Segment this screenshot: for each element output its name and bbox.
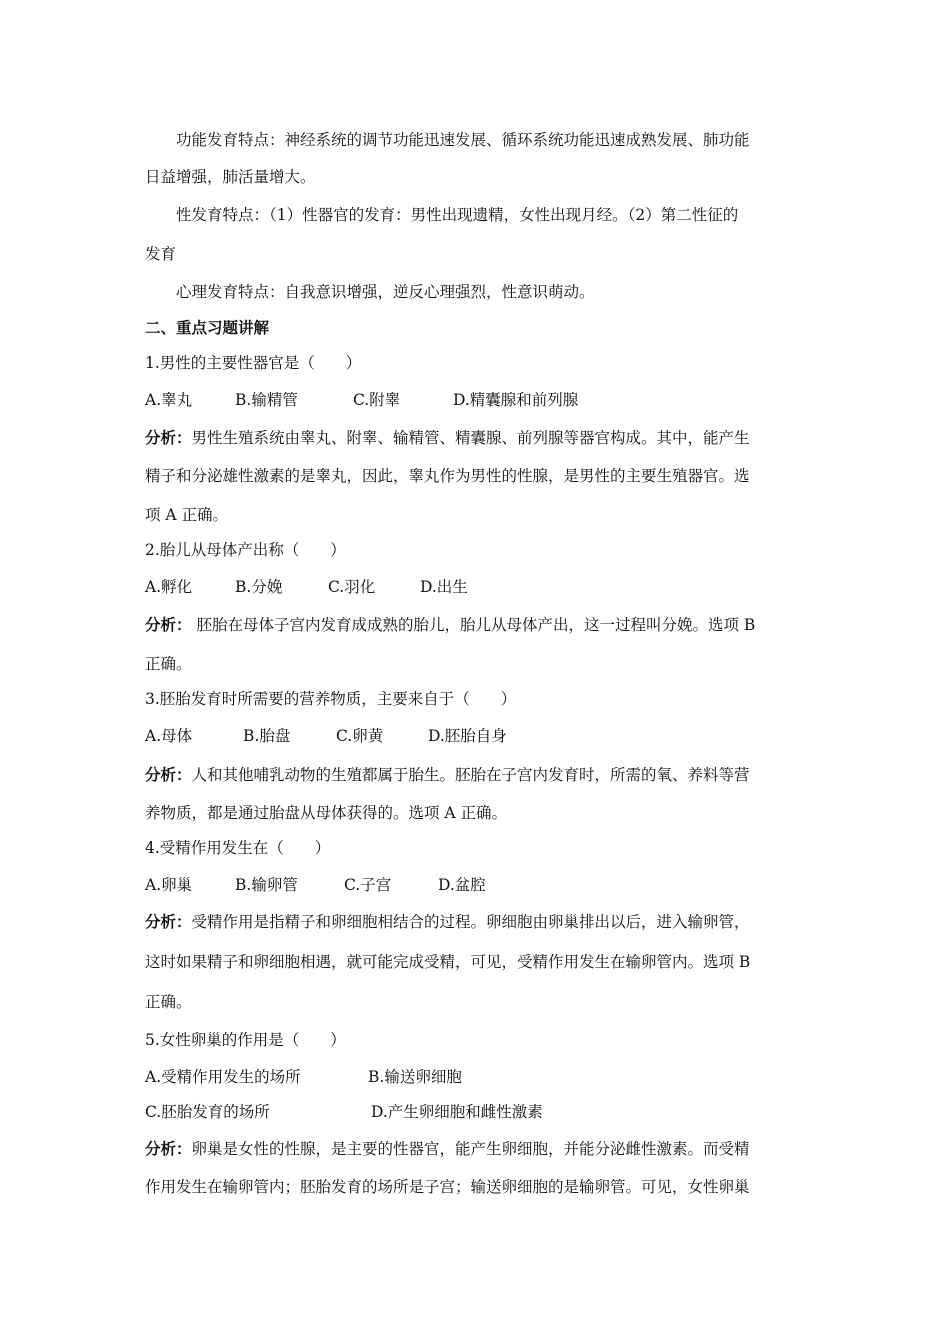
summary-functional-line-1: 功能发育特点：神经系统的调节功能迅速发展、循环系统功能迅速成熟发展、肺功能	[176, 131, 750, 149]
question-1-analysis-line-3: 项 A 正确。	[145, 506, 229, 524]
question-4-stem: 4.受精作用发生在（ ）	[145, 839, 331, 857]
question-3-option-c: C.卵黄	[336, 727, 384, 745]
question-1-option-b: B.输精管	[235, 391, 298, 409]
question-2-options	[145, 577, 468, 597]
question-3-options	[145, 726, 507, 746]
analysis-label: 分析：	[145, 429, 192, 447]
question-2-stem: 2.胎儿从母体产出称（ ）	[145, 541, 346, 559]
question-1-option-c: C.附睾	[353, 391, 401, 409]
question-4-option-b: B.输卵管	[235, 876, 298, 894]
question-4-analysis-line-1: 分析：受精作用是指精子和卵细胞相结合的过程。卵细胞由卵巢排出以后，进入输卵管，	[145, 913, 750, 931]
summary-sexual-line-2: 发育	[145, 245, 177, 263]
question-5-analysis-line-2: 作用发生在输卵管内；胚胎发育的场所是子宫；输送卵细胞的是输卵管。可见，女性卵巢	[145, 1178, 750, 1196]
question-2-option-d: D.出生	[420, 578, 468, 596]
question-5-options-row-1	[145, 1067, 462, 1087]
question-3-option-d: D.胚胎自身	[428, 727, 507, 745]
question-4-option-a: A.卵巢	[145, 876, 193, 894]
question-4-analysis-line-3: 正确。	[145, 993, 192, 1011]
question-5-option-b: B.输送卵细胞	[368, 1068, 462, 1086]
question-2-analysis-line-2: 正确。	[145, 655, 192, 673]
question-3-analysis-line-1: 分析：人和其他哺乳动物的生殖都属于胎生。胚胎在子宫内发育时，所需的氧、养料等营	[145, 766, 750, 784]
summary-psychological-line: 心理发育特点：自我意识增强，逆反心理强烈，性意识萌动。	[176, 283, 595, 301]
question-2-analysis-line-1: 分析： 胚胎在母体子宫内发育成成熟的胎儿，胎儿从母体产出，这一过程叫分娩。选项 B	[145, 616, 756, 634]
question-5-option-a: A.受精作用发生的场所	[145, 1068, 301, 1086]
question-2-option-c: C.羽化	[328, 578, 376, 596]
question-4-option-d: D.盆腔	[438, 876, 486, 894]
question-1-options	[145, 390, 578, 410]
summary-functional-line-2: 日益增强，肺活量增大。	[145, 168, 316, 186]
question-3-option-b: B.胎盘	[243, 727, 291, 745]
question-3-analysis-line-2: 养物质，都是通过胎盘从母体获得的。选项 A 正确。	[145, 804, 508, 822]
section-title: 二、重点习题讲解	[145, 319, 270, 337]
question-3-stem: 3.胚胎发育时所需要的营养物质，主要来自于（ ）	[145, 690, 517, 708]
summary-sexual-line-1: 性发育特点：（1）性器官的发育：男性出现遗精，女性出现月经。（2）第二性征的	[176, 206, 739, 224]
question-1-analysis-line-1: 分析：男性生殖系统由睾丸、附睾、输精管、精囊腺、前列腺等器官构成。其中，能产生	[145, 429, 750, 447]
question-5-option-d: D.产生卵细胞和雌性激素	[371, 1103, 543, 1121]
question-4-options	[145, 875, 486, 895]
question-5-option-c: C.胚胎发育的场所	[145, 1103, 270, 1121]
question-2-option-b: B.分娩	[235, 578, 283, 596]
question-1-option-d: D.精囊腺和前列腺	[453, 391, 579, 409]
question-5-options-row-2	[145, 1102, 543, 1122]
question-2-option-a: A.孵化	[145, 578, 193, 596]
question-4-analysis-line-2: 这时如果精子和卵细胞相遇，就可能完成受精，可见，受精作用发生在输卵管内。选项 B	[145, 953, 751, 971]
question-5-stem: 5.女性卵巢的作用是（ ）	[145, 1031, 346, 1049]
question-5-analysis-line-1: 分析：卵巢是女性的性腺，是主要的性器官，能产生卵细胞，并能分泌雌性激素。而受精	[145, 1140, 750, 1158]
question-1-option-a: A.睾丸	[145, 391, 193, 409]
question-1-stem: 1.男性的主要性器官是（ ）	[145, 354, 362, 372]
question-3-option-a: A.母体	[145, 727, 193, 745]
question-4-option-c: C.子宫	[344, 876, 392, 894]
question-1-analysis-line-2: 精子和分泌雄性激素的是睾丸，因此，睾丸作为男性的性腺，是男性的主要生殖器官。选	[145, 467, 750, 485]
